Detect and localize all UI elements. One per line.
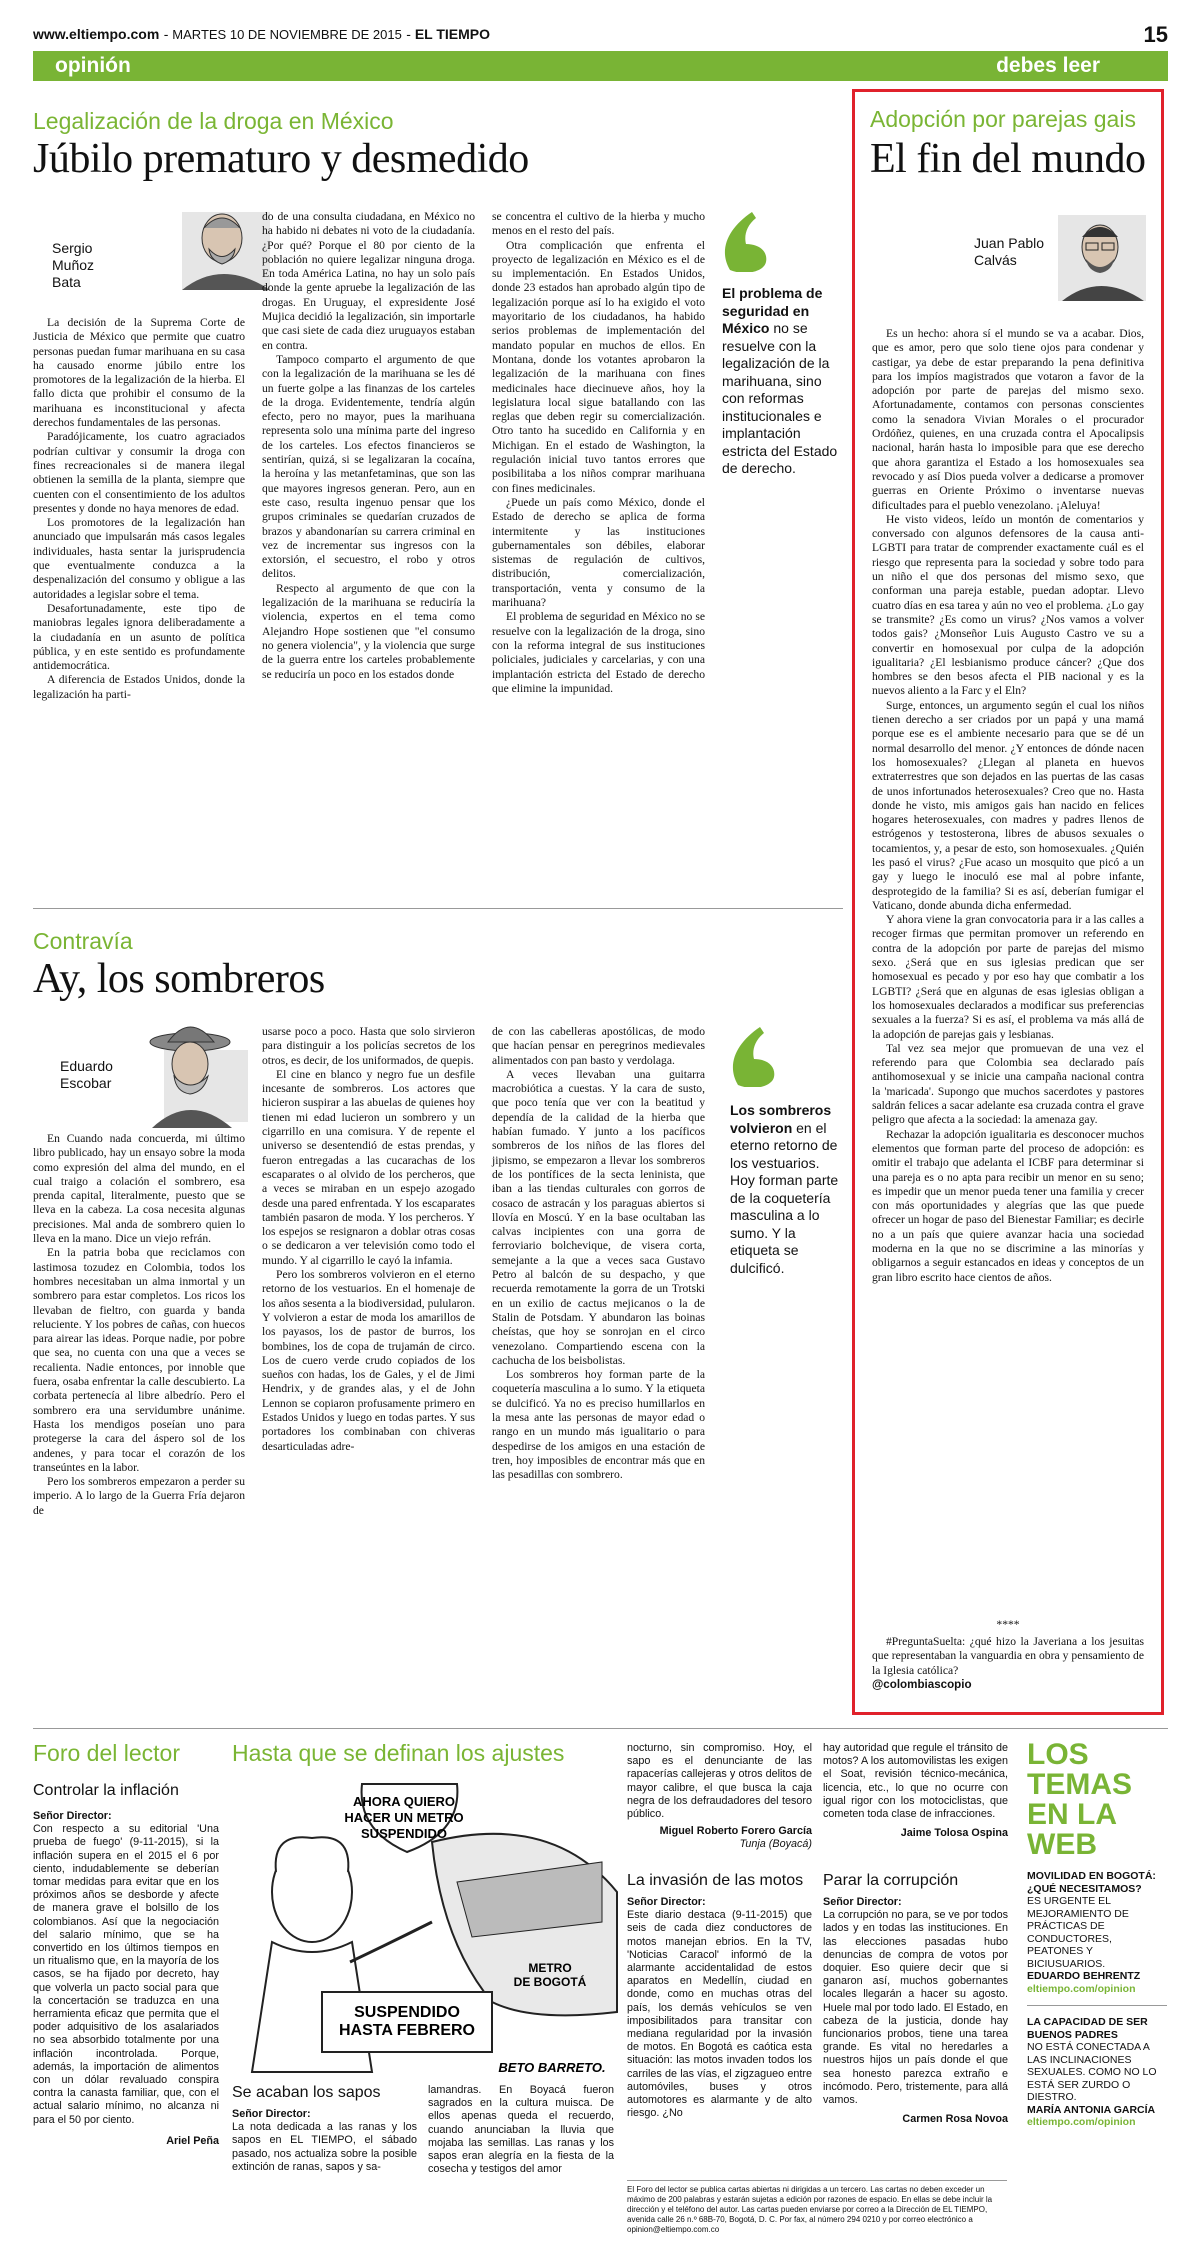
sidebar-item2-body: NO ESTÁ CONECTADA A LAS INCLINACIONES SEXUALES. COMO NO LO ESTÁ SER ZURDO O DIESTRO.	[1027, 2041, 1157, 2103]
sidebar-web	[1027, 1740, 1167, 2129]
sidebar-item1-url[interactable]: eltiempo.com/opinion	[1027, 1982, 1136, 1995]
article1-pullquote	[722, 210, 842, 478]
paragraph: Los sombreros hoy forman parte de la coquetería masculina a lo sumo. Y la etiqueta se dulcificó. Ya no es preciso humillarlos en la mesa ante las personas de mayor edad o rango en un mundo más igualitario o para despedirse de los amigos en una estación de tren, hoy imposibles de encontrar más que en las pesadillas con sombrero.	[492, 1368, 705, 1482]
svg-text:BETO BARRETO.: BETO BARRETO.	[498, 2060, 606, 2075]
divider	[33, 908, 843, 909]
section-bar	[33, 51, 1168, 81]
article1-kicker: Legalización de la droga en México	[33, 108, 394, 134]
paragraph: A diferencia de Estados Unidos, donde la legalización ha parti-	[33, 673, 245, 701]
article1-author: Sergio Muñoz Bata	[52, 240, 95, 290]
article1-col2	[262, 210, 475, 682]
paragraph: En Cuando nada concuerda, mi último libro publicado, hay un ensayo sobre la moda como expresión del alma del mundo, en el cual traigo a colación el sombrero, esa prenda capital, literalmente, puesto que se lleva en la cabeza. La cosa necesita algunas precisiones. Mal anda de sombrero quien lo lleva en la mano. Dice un viejo refrán.	[33, 1132, 245, 1246]
paragraph: de con las cabelleras apostólicas, de modo que hacían pensar en peregrinos medievales alimentados con pan basto y verdolaga.	[492, 1025, 705, 1067]
paragraph: A veces llevaban una guitarra macrobiótica a cuestas. Y la cara de susto, que poco tenía que ver con la beatitud y dependía de la calidad de la hierba que habían fumado. Y junto a los pacíficos sombreros de los niños de las flores del jipismo, se empezaron a llevar los sombreros de los pontífices de la secta leninista, que iban a las tiendas culturales con gorros de cosaco de astracán y los paraguas abiertos si llovía en Moscú. Y en la base ocultaban las calvas incipientes con una gorra de ferroviario bolchevique, de visera corta, semejante a la que a veces saca Gustavo Petro al balcón de su despacho, y que recuerda remotamente la gorra de un Trotski en un exilio de cactus mejicanos o la de Stalin de Potsdam. Y abundaron las boinas cheístas, que hoy se sonrojan en el circo venezolano. Compartiendo escena con la cachucha de los beisbolistas.	[492, 1067, 705, 1367]
author-portrait	[152, 204, 272, 299]
article3-stars: ****	[996, 1618, 1020, 1631]
salutation: Señor Director:	[823, 1896, 902, 1908]
paragraph: Pero los sombreros volvieron en el eterno retorno de los vestuarios. En el homenaje de los años sesenta a la biodiversidad, pulularon. Y volvieron a estar de moda los amarillos de los payasos, los de pastor de burros, los bombines, los de copa de trujamán de circo. Los de cuero verde crudo copiados de los sueños con hadas, los de Gales, y el de Jimi Hendrix, y de grandes alas, y el de John Lennon se copiaron profusamente primero en Estados Unidos y luego en todas partes. Y sus portadores los combinaban con chiveras desarticuladas adre-	[262, 1268, 475, 1453]
paragraph: usarse poco a poco. Hasta que solo sirvieron para distinguir a los policías secretos de los otros, es decir, de los uniformados, de quepis.	[262, 1025, 475, 1067]
paragraph: ¿Puede un país como México, donde el Estado de derecho se aplica de forma intermitente y las instituciones gubernamentales son débiles, elaborar sistemas de regulación de cultivos, distribución, comercialización, transportación, venta y consumo de la marihuana?	[492, 495, 705, 610]
letter1	[33, 1782, 219, 2148]
foro-title: Foro del lector	[33, 1740, 181, 1766]
letter-body: Este diario destaca (9-11-2015) que seis de cada diez conductores de motos manejan ebrios. En la TV, 'Noticias Caracol' informó de la alarmante accidentalidad de estos aparatos en Medellín, ciudad en donde, como en muchas otras del país, los demás vehículos se ven imposibilitados para transitar con mediana regularidad por la invasión de motos. En Bogotá es caótica esta situación: las motos invaden todos los carriles de las vías, el zigzagueo entre automóviles, buses y otros automotores es alarmante y de alto riesgo. ¿No	[627, 1909, 812, 2120]
letter-title: La invasión de las motos	[627, 1872, 804, 1889]
letter-signature: Ariel Peña	[166, 2134, 219, 2147]
paragraph: En la patria boba que reciclamos con lastimosa tozudez en Colombia, todos los hombres necesitaban un alma inmortal y un sombrero para estar completos. Los ricos los llevaban de fieltro, con guarda y banda reluciente. Y los pobres de cañas, con huecos para airear las ideas. Porque nadie, por pobre que sea, no cuenta con una que a veces se recalienta. Nadie entonces, por innoble que fuera, osaba enfrentar la calle descubierto. La corbata pertenecía al libre albedrío. Pero el sombrero era una servidumbre unánime. Hasta los mendigos poseían uno para protegerse la cara del áspero sol de los andenes, y para tocar el corazón de los transeúntes en la labor.	[33, 1246, 245, 1474]
salutation: Señor Director:	[33, 1810, 112, 1822]
article2-title: Ay, los sombreros	[33, 956, 325, 1002]
paragraph: Tampoco comparto el argumento de que con la legalización de la marihuana se les dé un fuerte golpe a las finanzas de los carteles de la droga. Evidentemente, tendría algún efecto, pero no mayor, pues la marihuana representa solo una mínima parte del ingreso de los carteles. Los efectos financieros se sentirían, quizá, si se legalizaran la cocaína, la heroína y las metanfetaminas, que son las que mayores ingresos generan. Pero, aun en este caso, resulta ingenuo pensar que los grupos criminales se quedarían cruzados de brazos y abandonarían su carrera criminal en vez de incrementar sus ingresos con la extorsión, el secuestro, el robo y otros delitos.	[262, 352, 475, 581]
paragraph: El problema de seguridad en México no se resuelve con la legalización de la droga, sino con la reforma integral de sus instituciones policiales, judiciales y carcelarias, y con una implantación estricta del Estado de derecho que elimine la impunidad.	[492, 610, 705, 695]
author-portrait	[1048, 205, 1148, 305]
letter-city: Tunja (Boyacá)	[739, 1838, 812, 1851]
article1-col1	[33, 316, 245, 702]
article3-author-box	[870, 205, 1150, 315]
paragraph: Rechazar la adopción igualitaria es desconocer muchos elementos que forman parte del proceso de adopción: es omitir el trabajo que adelanta el ICBF para determinar si una pareja es o no apta para recibir un menor en su seno; es impedir que un menor pueda tener una familia y crecer con más oportunidades y alegrías que las que puede ofrecer un hogar de paso del Bienestar Familiar; es decirle no a un país que quiere avanzar hacia una sociedad moderna en la que no se discrimine a las minorías y obligarnos a seguir estancados en ideas y conceptos de un gran libro escrito hace cientos de años.	[872, 1127, 1144, 1284]
pullquote-text: Los sombreros volvieron en el eterno retorno de los vestuarios. Hoy forman parte de la coquetería masculina a lo sumo. Y la etiqueta se dulcificó.	[730, 1102, 839, 1276]
cartoon-bubble-text: AHORA QUIERO HACER UN METRO SUSPENDIDO	[344, 1794, 464, 1841]
article2-col3	[492, 1025, 705, 1483]
paper-name: EL TIEMPO	[414, 26, 491, 42]
sidebar-item1-body: ES URGENTE EL MEJORAMIENTO DE PRÁCTICAS DE CONDUCTORES, PEATONES Y BICIUSUARIOS.	[1027, 1895, 1129, 1970]
article1-col3	[492, 210, 705, 696]
cartoon-illustration	[232, 1772, 622, 2082]
letter-signature: Jaime Tolosa Ospina	[900, 1827, 1008, 1840]
pullquote-text: El problema de seguridad en México no se resuelve con la legalización de la marihuana, sino con reformas institucionales e implantación estricta del Estado de derecho.	[722, 285, 838, 476]
paragraph: El cine en blanco y negro fue un desfile incesante de sombreros. Los actores que hicieron suspirar a las abuelas de quienes hoy tienen mi edad lucieron un sombrero y un cigarrillo en una comisura. Y de repente el universo se desentendió de estas prendas, y fueron entregadas a las cucarachas de los escaparates o al olvido de los percheros, que a veces se miraban en un espejo azogado desde una pared enfrentada. Y los escaparates también pasaron de moda. Y los percheros. Y los espejos se resignaron a doblar otras cosas o se dedicaron a ver televisión como todo el mundo. Y al cigarrillo le cayó la infamia.	[262, 1067, 475, 1267]
paragraph: Desafortunadamente, este tipo de maniobras legales ignora deliberadamente a la ciudadanía en un asunto de política pública, y en este sentido es profundamente antidemocrática.	[33, 601, 245, 673]
article3-coda: #PreguntaSuelta: ¿qué hizo la Javeriana a los jesuitas que representaban la vanguardia en obra y pensamiento de la Iglesia católica? @colombiascopio	[872, 1635, 1144, 1691]
letter4-continued: hay autoridad que regule el tránsito de motos? A los automovilistas les exigen el Soat, revisión técnico-mecánica, licencia, etc., lo que no ocurre con igual rigor con los motociclistas, que cometen toda clase de infracciones. Jaime Tolosa Ospina	[823, 1742, 1008, 1840]
article3-author: Juan Pablo Calvás	[974, 235, 1045, 268]
letter3	[627, 1742, 812, 1852]
letter-body: nocturno, sin compromiso. Hoy, el sapo es el denunciante de las rapacerías callejeras y otros delitos de mayor calibre, el que busca la caja negra de los defraudadores del tesoro público.	[627, 1742, 812, 1821]
salutation: Señor Director:	[232, 2108, 311, 2120]
article2-author: Eduardo Escobar	[60, 1058, 113, 1091]
sidebar-title: LOS TEMAS EN LA WEB	[1027, 1738, 1132, 1861]
divider	[33, 1728, 1168, 1729]
paragraph: La decisión de la Suprema Corte de Justicia de México que permite que cuatro personas puedan fumar marihuana en su casa ha causado enorme júbilo entre los promotores de la legalización de la hierba. El fallo dicta que prohibir el consumo de la marihuana es inconstitucional y afecta derechos fundamentales de las personas.	[33, 316, 245, 430]
article2-author-box	[52, 1018, 262, 1118]
section-label: opinión	[55, 54, 131, 77]
paragraph: do de una consulta ciudadana, en México no ha habido ni debates ni voto de la ciudadanía. ¿Por qué? Porque el 80 por ciento de la población no quiere legalizar ninguna droga. En toda América Latina, no hay un solo país donde la gente apruebe la legalización de las drogas. En Uruguay, el expresidente José Mujica decidió la legalización, sin importarle que casi siete de cada diez uruguayos estaban en contra.	[262, 210, 475, 352]
paragraph: Pero los sombreros empezaron a perder su imperio. A lo largo de la Guerra Fría dejaron de	[33, 1475, 245, 1517]
paragraph: He visto videos, leído un montón de comentarios y conversado con algunos defensores de la causa anti-LGBTI para tratar de comprender exactamente cuál es el riesgo que representa para la sociedad y sobre todo para un niño el que dos personas del mismo sexo, que conforman una pareja estable, puedan adoptar. Llevo cuatro días en esa tarea y aún no veo el problema. ¿Lo gay se transmite? ¿Es como un virus? ¿Nos vamos a volver todos gais? ¿Monseñor Luis Augusto Castro ve su a convertir en homosexual por culpa de la adopción igualitaria? ¿El lesbianismo produce cáncer? ¿Que dos hombres se den besos afecta el PIB nacional y es la nuevos aliento a la Farc y el Eln?	[872, 512, 1144, 698]
paragraph: Los promotores de la legalización han anunciado que impulsarán más casos legales individuales, hasta sentar la jurisprudencia que eventualmente conduzca a la despenalización del consumo y obligue a las autoridades a legislar sobre el tema.	[33, 516, 245, 601]
salutation: Señor Director:	[627, 1896, 706, 1908]
article3-kicker: Adopción por parejas gais	[870, 106, 1136, 132]
letter4	[627, 1872, 812, 2120]
paragraph: Tal vez sea mejor que promuevan de una vez el referendo para que Colombia sea declarado país antihomosexual y se inicie una campaña nacional contra la 'maricada'. Supongo que muchos sacerdotes y pastores saldrán felices a sacar adelante esa cruzada contra el grave peligro que afecta a la sociedad: la amenaza gay.	[872, 1041, 1144, 1127]
article3-body	[872, 327, 1144, 1285]
letter-title: Controlar la inflación	[33, 1782, 179, 1799]
sidebar-item2-author: MARÍA ANTONIA GARCÍA	[1027, 2103, 1156, 2116]
paragraph: Y ahora viene la gran convocatoria para ir a las calles a recoger firmas que permitan promover un referendo en contra de la adopción por parte de parejas del mismo sexo. ¿Será que en sus iglesias predican que ser homosexual es pecado y por eso hay que combatir a los LGBTI? ¿Será que en algunas de esas iglesias obligan a los homosexuales declarados a modificar sus preferencias sexuales a la fuerza? Si es así, el problema va más allá de la adopción de parejas gais y lesbianas.	[872, 913, 1144, 1041]
paragraph: Otra complicación que enfrenta el proyecto de legalización en México es el de su implementación. En Estados Unidos, donde 23 estados han aprobado algún tipo de legalización porque así lo ha exigido el voto mayoritario de los ciudadanos, ha habido serios problemas de implementación del mandato popular en muchos de ellos. En Montana, donde los votantes aprobaron la legalización de la marihuana con fines medicinales hace diecinueve años, hoy la legislatura local sigue batallando con las reglas que deben regir su comercialización. Otro tanto ha sucedido en California y en Michigan. En el estado de Washington, la regulación inicial tuvo tantos errores que posibilitaba a los niños comprar marihuana con fines medicinales.	[492, 238, 705, 495]
author-handle[interactable]: @colombiascopio	[872, 1677, 972, 1691]
site-url[interactable]: www.eltiempo.com	[33, 26, 160, 42]
issue-date: MARTES 10 DE NOVIEMBRE DE 2015	[172, 27, 402, 42]
letter2-continued: lamandras. En Boyacá fueron sagrados en la cultura muisca. De ellos apenas queda el recuerdo, cuando anunciaban la lluvia que mojaba las semillas. Las ranas y los sapos eran alegría en la fiesta de la cosecha y testigos del amor	[428, 2084, 614, 2176]
article2-kicker: Contravía	[33, 928, 133, 954]
article2-col1	[33, 1132, 245, 1518]
paragraph: se concentra el cultivo de la hierba y mucho menos en el resto del país.	[492, 210, 705, 238]
letter-body: Con respecto a su editorial 'Una prueba de fuego' (9-11-2015), si la inflación supera en el 2015 el 6 por ciento, indudablemente se deberían tomar medidas para evitar que en los próximos años se desborde y afecte de manera grave el bolsillo de los colombianos. Así que la negociación del salario mínimo, que se ha convertido en los últimos tiempos en un ritualismo que, en la mayoría de los casos, se ha fijado por decreto, hay que volverla un pacto social para que la concertación se traduzca en una herramienta eficaz que permita que el poder adquisitivo de los asalariados no sea absorbido totalmente por una inflación incontrolada. Porque, además, la importación de alimentos con un dólar revaluado conspira contra la canasta familiar, que, con el actual salario mínimo, no alcanza ni para el 50 por ciento.	[33, 1823, 219, 2126]
svg-text:SUSPENDIDOHASTA FEBRERO: SUSPENDIDO HASTA FEBRERO	[339, 2004, 475, 2039]
paragraph: Es un hecho: ahora sí el mundo se va a acabar. Dios, que es amor, pero que solo tiene ojos para condenar y castigar, ya debe de estar preparando la pena definitiva para los impíos magistrados que votaron a favor de la adopción por parte de parejas del mismo sexo. Afortunadamente, contamos con personas conscientes como la senadora Vivian Morales o el procurador Ordóñez, quienes, en una cruzada contra el Apocalipsis nacional, harán hasta lo imposible para que ese derecho que ahora garantiza el Estado a los homosexuales sea revocado y así Dios pueda volver a dedicarse a promover guerras en Oriente Próximo o inventarse nuevas dificultades para el pueblo venezolano. ¡Aleluya!	[872, 327, 1144, 512]
page-number: 15	[1143, 22, 1168, 47]
letter-title: Parar la corrupción	[823, 1872, 959, 1889]
foro-footnote: El Foro del lector se publica cartas abiertas ni dirigidas a un tercero. Las cartas no deben exceder un máximo de 200 palabras y estarán sujetas a edición por razones de espacio. En ellas se debe incluir la dirección y el teléfono del autor. Las cartas pueden enviarse por correo a la Dirección de EL TIEMPO, avenida calle 26 n.º 68B-70, Bogotá, D. C. Por fax, al número 294 0210 y por correo electrónico a opinion@eltiempo.com.co	[627, 2180, 1007, 2235]
paragraph: Surge, entonces, un argumento según el cual los niños tienen derecho a ser criados por un papá y una mamá porque ese es el ambiente necesario para que se dé un normal desarrollo del menor. ¿Y entonces de dónde nacen los homosexuales? ¿Llegan al planeta en huevos extraterrestres que son dejados en las puertas de las casas de unos infortunados heterosexuales? Creo que no. Hasta donde he visto, mis amigos gais han nacido en felices hogares heterosexuales, con madres y padres llenos de estrógenos y testosterona, libres de abusos sexuales o tocamientos, y, a pesar de esto, son homosexuales. ¿Quién les pasó el virus? ¿Fue acaso un mosquito que picó a un gay y luego le inoculó ese mal al pobre infante, desprotegido de la familia? Si es así, deberían fumigar el Vaticano, donde abunda dicha enfermedad.	[872, 698, 1144, 912]
author-portrait	[122, 1018, 252, 1128]
letter-body: La nota dedicada a las ranas y los sapos en EL TIEMPO, el sábado pasado, nos actualiza sobre la posible extinción de ranas, sapos y sa-	[232, 2121, 417, 2173]
sidebar-item1-head[interactable]: MOVILIDAD EN BOGOTÁ: ¿QUÉ NECESITAMOS?	[1027, 1870, 1156, 1895]
quote-mark-icon	[722, 210, 778, 272]
letter5	[823, 1872, 1008, 2126]
letter-body: La corrupción no para, se ve por todos lados y en todas las instituciones. En las elecciones pasadas hubo denuncias de compra de votos por doquier. Eso quiere decir que si ganaron así, muchos gobernantes locales llegarán a hacer su agosto. Huele mal por todo lado. El Estado, en cabeza de la justicia, donde hay funcionarios probos, tiene una tarea grande. Es vital no heredarles a nuestros hijos un país donde el que sea honesto parezca extraño e incómodo. Pero, tristemente, para allá vamos.	[823, 1909, 1008, 2107]
sidebar-item1-author: EDUARDO BEHRENTZ	[1027, 1970, 1141, 1982]
article2-pullquote	[730, 1025, 845, 1277]
paragraph: Paradójicamente, los cuatro agraciados podrían cultivar y consumir la droga con fines recreacionales si de manera ilegal obtienen la semilla de la planta, siempre que cuenten con el consentimiento de los adultos presentes y donde no haya menores de edad.	[33, 430, 245, 515]
article2-col2	[262, 1025, 475, 1454]
quote-mark-icon	[730, 1025, 786, 1087]
letter-signature: Carmen Rosa Novoa	[902, 2113, 1008, 2126]
section-right-label: debes leer	[996, 54, 1100, 77]
cartoon-title: Hasta que se definan los ajustes	[232, 1740, 565, 1766]
article3-title: El fin del mundo	[870, 136, 1146, 182]
article1-title: Júbilo prematuro y desmedido	[33, 136, 529, 182]
paragraph: Respecto al argumento de que con la legalización de la marihuana se reduciría la violencia, expertos en el tema como Alejandro Hope sostienen que "el consumo no genera violencia", y la violencia que surge de la guerra entre los carteles probablemente se reduciría un poco en los estados donde	[262, 581, 475, 681]
svg-text:METRODE BOGOTÁ: METRO DE BOGOTÁ	[513, 1961, 587, 1989]
sidebar-item2-head[interactable]: LA CAPACIDAD DE SER BUENOS PADRES	[1027, 2016, 1148, 2041]
sidebar-item2-url[interactable]: eltiempo.com/opinion	[1027, 2116, 1136, 2128]
page-header: www.eltiempo.com - MARTES 10 DE NOVIEMBRE DE 2015 - EL TIEMPO 15	[33, 22, 1168, 47]
article1-author-box	[52, 222, 262, 302]
letter-title: Se acaban los sapos	[232, 2084, 381, 2101]
letter-signature: Miguel Roberto Forero García	[659, 1825, 812, 1838]
letter2	[232, 2084, 417, 2174]
